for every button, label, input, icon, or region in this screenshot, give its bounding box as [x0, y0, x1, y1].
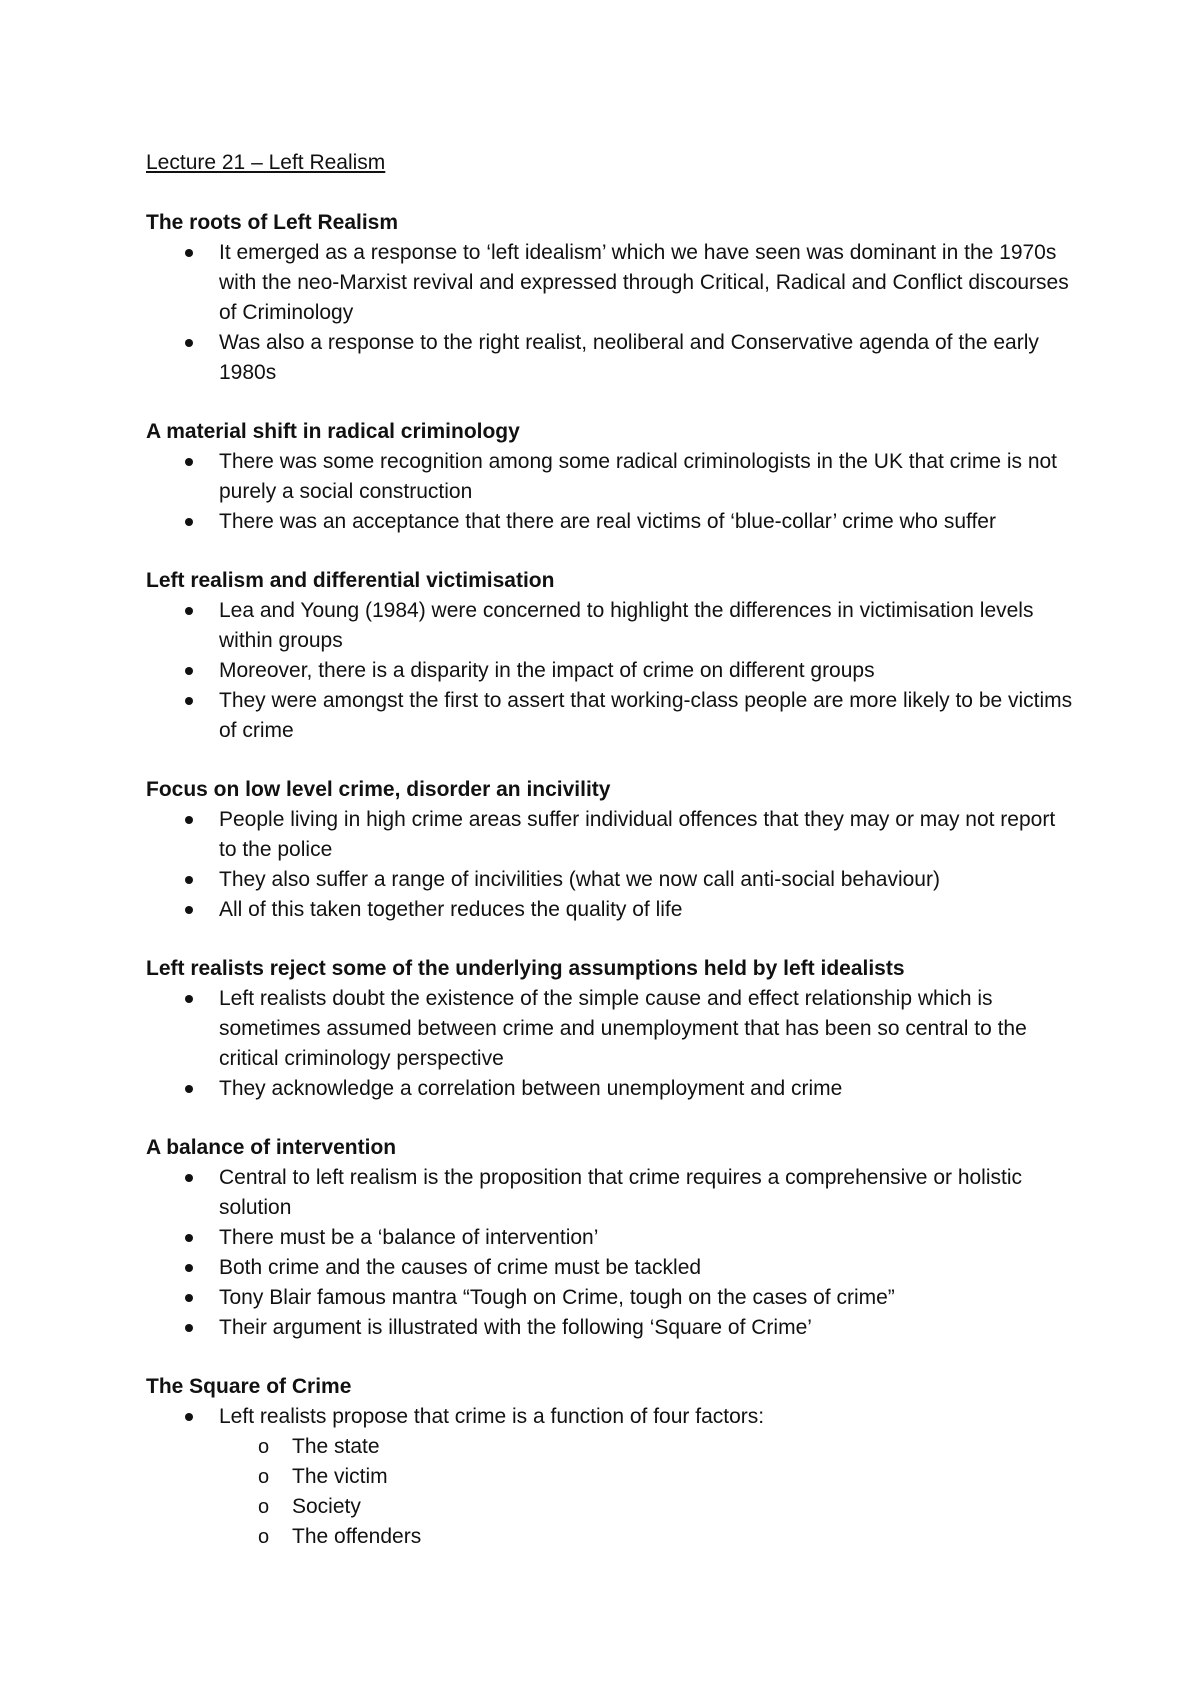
document-page [146, 148, 1076, 1581]
list-item: There was some recognition among some radical criminologists in the UK that crime is not purely a social construction [219, 447, 1076, 507]
list-item: People living in high crime areas suffer individual offences that they may or may not report to the police [219, 805, 1076, 865]
section-heading: Left realism and differential victimisation [146, 569, 555, 592]
list-item: Tony Blair famous mantra “Tough on Crime, tough on the cases of crime” [219, 1283, 1076, 1313]
section-reject-assumptions [146, 954, 1076, 1104]
sub-list-item [258, 1522, 1076, 1552]
list-item [219, 1402, 1076, 1552]
sub-list-item [258, 1462, 1076, 1492]
sub-list-item-text: Society [292, 1495, 361, 1518]
section-heading: A balance of intervention [146, 1136, 397, 1159]
bullet-list [146, 238, 1076, 388]
sub-bullet-list [219, 1432, 1076, 1552]
sub-list-item-text: The offenders [292, 1525, 422, 1548]
hollow-circle-icon: o [258, 1526, 270, 1548]
section-heading: A material shift in radical criminology [146, 420, 520, 443]
section-heading: The roots of Left Realism [146, 211, 399, 234]
hollow-circle-icon: o [258, 1496, 270, 1518]
bullet-list [146, 1402, 1076, 1552]
list-item: They also suffer a range of incivilities (what we now call anti-social behaviour) [219, 865, 1076, 895]
list-item: Left realists doubt the existence of the simple cause and effect relationship which is sometimes assumed between crime and unemployment that has been so central to the critical criminology perspective [219, 984, 1076, 1074]
sub-list-item [258, 1492, 1076, 1522]
list-item: All of this taken together reduces the quality of life [219, 895, 1076, 925]
bullet-list [146, 1163, 1076, 1343]
list-item: Was also a response to the right realist, neoliberal and Conservative agenda of the early 1980s [219, 328, 1076, 388]
list-item: Their argument is illustrated with the following ‘Square of Crime’ [219, 1313, 1076, 1343]
bullet-list [146, 805, 1076, 925]
section-differential-victimisation [146, 566, 1076, 746]
bullet-list [146, 596, 1076, 746]
list-item: Moreover, there is a disparity in the impact of crime on different groups [219, 656, 1076, 686]
list-item: Both crime and the causes of crime must be tackled [219, 1253, 1076, 1283]
hollow-circle-icon: o [258, 1436, 270, 1458]
sub-list-item-text: The state [292, 1435, 380, 1458]
list-item: Lea and Young (1984) were concerned to highlight the differences in victimisation levels within groups [219, 596, 1076, 656]
list-item: They acknowledge a correlation between unemployment and crime [219, 1074, 1076, 1104]
list-item: It emerged as a response to ‘left idealism’ which we have seen was dominant in the 1970s with the neo-Marxist revival and expressed through Critical, Radical and Conflict discourses of Criminology [219, 238, 1076, 328]
sub-list-item [258, 1432, 1076, 1462]
bullet-list [146, 984, 1076, 1104]
list-item: They were amongst the first to assert that working-class people are more likely to be victims of crime [219, 686, 1076, 746]
section-roots-of-left-realism [146, 208, 1076, 388]
section-material-shift [146, 417, 1076, 537]
bullet-list [146, 447, 1076, 537]
list-item-text: Left realists propose that crime is a function of four factors: [219, 1405, 765, 1428]
section-heading: The Square of Crime [146, 1375, 352, 1398]
section-heading: Left realists reject some of the underlying assumptions held by left idealists [146, 957, 905, 980]
document-title: Lecture 21 – Left Realism [146, 151, 386, 174]
list-item: There was an acceptance that there are real victims of ‘blue-collar’ crime who suffer [219, 507, 1076, 537]
list-item: Central to left realism is the proposition that crime requires a comprehensive or holistic solution [219, 1163, 1076, 1223]
list-item: There must be a ‘balance of intervention’ [219, 1223, 1076, 1253]
section-low-level-crime [146, 775, 1076, 925]
sub-list-item-text: The victim [292, 1465, 388, 1488]
section-square-of-crime [146, 1372, 1076, 1552]
section-balance-of-intervention [146, 1133, 1076, 1343]
section-heading: Focus on low level crime, disorder an incivility [146, 778, 611, 801]
hollow-circle-icon: o [258, 1466, 270, 1488]
